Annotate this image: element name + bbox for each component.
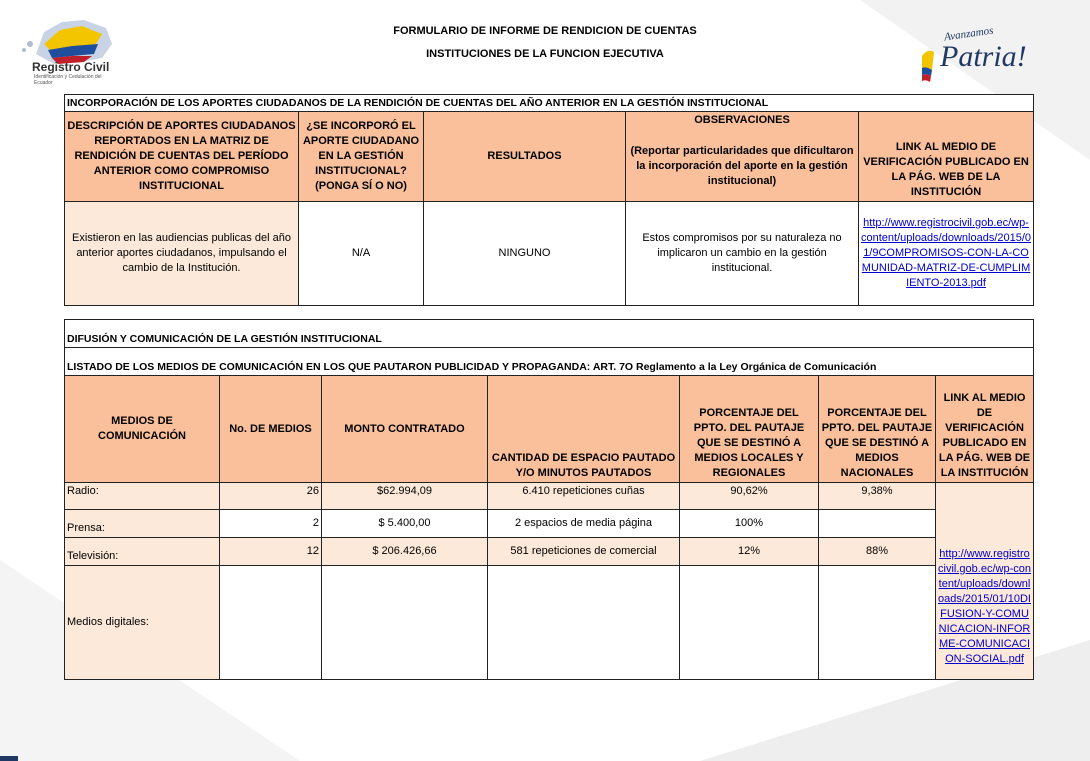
- form-subtitle: INSTITUCIONES DE LA FUNCION EJECUTIVA: [426, 48, 664, 60]
- medios-subsection-title: [65, 348, 1034, 376]
- monto-television: $ 206.426,66: [322, 538, 488, 566]
- numero-prensa: 2: [220, 510, 322, 538]
- header-observaciones: [626, 112, 859, 202]
- header-link: LINK AL MEDIO DE VERIFICACIÓN PUBLICADO EN LA PÁG. WEB DE LA INSTITUCIÓN: [859, 112, 1034, 202]
- table-row: [65, 538, 1034, 566]
- numero-digitales: [220, 566, 322, 680]
- monto-digitales: [322, 566, 488, 680]
- header-numero: No. DE MEDIOS: [220, 376, 322, 483]
- table-row: [65, 566, 1034, 680]
- header-pct-local: PORCENTAJE DEL PPTO. DEL PAUTAJE QUE SE DESTINÓ A MEDIOS LOCALES Y REGIONALES: [680, 376, 819, 483]
- medios-subsection-article: ART. 7O Reglamento a la Ley Orgánica de Comunicación: [592, 361, 877, 373]
- aportes-section-title: INCORPORACIÓN DE LOS APORTES CIUDADANOS DE LA RENDICIÓN DE CUENTAS DEL AÑO ANTERIOR EN LA GESTIÓN INSTITUCIONAL: [65, 95, 1034, 112]
- header-resultados: RESULTADOS: [424, 112, 626, 202]
- medio-prensa: Prensa:: [65, 510, 220, 538]
- header-medios: MEDIOS DE COMUNICACIÓN: [65, 376, 220, 483]
- numero-radio: 26: [220, 483, 322, 510]
- medios-subsection-label: LISTADO DE LOS MEDIOS DE COMUNICACIÓN EN LOS QUE PAUTARON PUBLICIDAD Y PROPAGANDA:: [67, 361, 591, 373]
- registro-civil-logo: [14, 14, 124, 96]
- pct-nacional-prensa: [819, 510, 936, 538]
- aporte-incorporado: N/A: [299, 202, 424, 306]
- medio-digitales: Medios digitales:: [65, 566, 220, 680]
- pct-local-prensa: 100%: [680, 510, 819, 538]
- monto-prensa: $ 5.400,00: [322, 510, 488, 538]
- medio-television: Televisión:: [65, 538, 220, 566]
- header-observaciones-sub: (Reportar particularidades que dificultaron la incorporación del aporte en la gestión institucional): [630, 145, 854, 187]
- header-pct-nacional: PORCENTAJE DEL PPTO. DEL PAUTAJE QUE SE DESTINÓ A MEDIOS NACIONALES: [819, 376, 936, 483]
- aporte-observaciones: Estos compromisos por su naturaleza no implicaron un cambio en la gestión institucional.: [626, 202, 859, 306]
- logo-word: Patria!: [940, 40, 1027, 73]
- table-row: [65, 483, 1034, 510]
- difusion-section-title: DIFUSIÓN Y COMUNICACIÓN DE LA GESTIÓN INSTITUCIONAL: [65, 320, 1034, 348]
- cantidad-radio: 6.410 repeticiones cuñas: [488, 483, 680, 510]
- aporte-link-cell: [859, 202, 1034, 306]
- header-observaciones-title: OBSERVACIONES: [694, 114, 790, 126]
- logo-script: Avanzamos: [943, 24, 995, 44]
- aporte-descripcion: Existieron en las audiencias publicas del año anterior aportes ciudadanos, impulsando el cambio de la Institución.: [65, 202, 299, 306]
- table-row: [65, 510, 1034, 538]
- pct-nacional-digitales: [819, 566, 936, 680]
- pct-nacional-television: 88%: [819, 538, 936, 566]
- header-incorporo: ¿SE INCORPORÓ EL APORTE CIUDADANO EN LA GESTIÓN INSTITUCIONAL?(PONGA SÍ O NO): [299, 112, 424, 202]
- cantidad-prensa: 2 espacios de media página: [488, 510, 680, 538]
- numero-television: 12: [220, 538, 322, 566]
- medio-radio: Radio:: [65, 483, 220, 510]
- logo-name: Registro Civil: [32, 60, 110, 74]
- header-descripcion: DESCRIPCIÓN DE APORTES CIUDADANOS REPORTADOS EN LA MATRIZ DE RENDICIÓN DE CUENTAS DEL PERÍODO ANTERIOR COMO COMPROMISO INSTITUCIONAL: [65, 112, 299, 202]
- aporte-resultados: NINGUNO: [424, 202, 626, 306]
- form-title: FORMULARIO DE INFORME DE RENDICION DE CUENTAS: [393, 25, 697, 37]
- header-cantidad: CANTIDAD DE ESPACIO PAUTADO Y/O MINUTOS PAUTADOS: [488, 376, 680, 483]
- logo-tagline: Identificación y Cedulación del Ecuador: [34, 74, 102, 86]
- pct-local-television: 12%: [680, 538, 819, 566]
- cantidad-television: 581 repeticiones de comercial: [488, 538, 680, 566]
- pct-local-radio: 90,62%: [680, 483, 819, 510]
- monto-radio: $62.994,09: [322, 483, 488, 510]
- header-link2: LINK AL MEDIO DE VERIFICACIÓN PUBLICADO EN LA PÁG. WEB DE LA INSTITUCIÓN: [936, 376, 1034, 483]
- difusion-verification-link[interactable]: http://www.registrocivil.gob.ec/wp-content/uploads/downloads/2015/01/10DIFUSION-Y-COMUNICACION-INFORME-COMUNICACION-SOCIAL.pdf: [938, 548, 1031, 665]
- pct-nacional-radio: 9,38%: [819, 483, 936, 510]
- pct-local-digitales: [680, 566, 819, 680]
- cantidad-digitales: [488, 566, 680, 680]
- aporte-verification-link[interactable]: http://www.registrocivil.gob.ec/wp-content/uploads/downloads/2015/01/9COMPROMISOS-CON-LA-COMUNIDAD-MATRIZ-DE-CUMPLIMIENTO-2013.pdf: [861, 217, 1032, 289]
- avanzamos-patria-logo: [918, 26, 1030, 86]
- difusion-table: [64, 319, 1034, 680]
- header-monto: MONTO CONTRATADO: [322, 376, 488, 483]
- aportes-table: [64, 94, 1034, 306]
- difusion-link-cell: [936, 483, 1034, 680]
